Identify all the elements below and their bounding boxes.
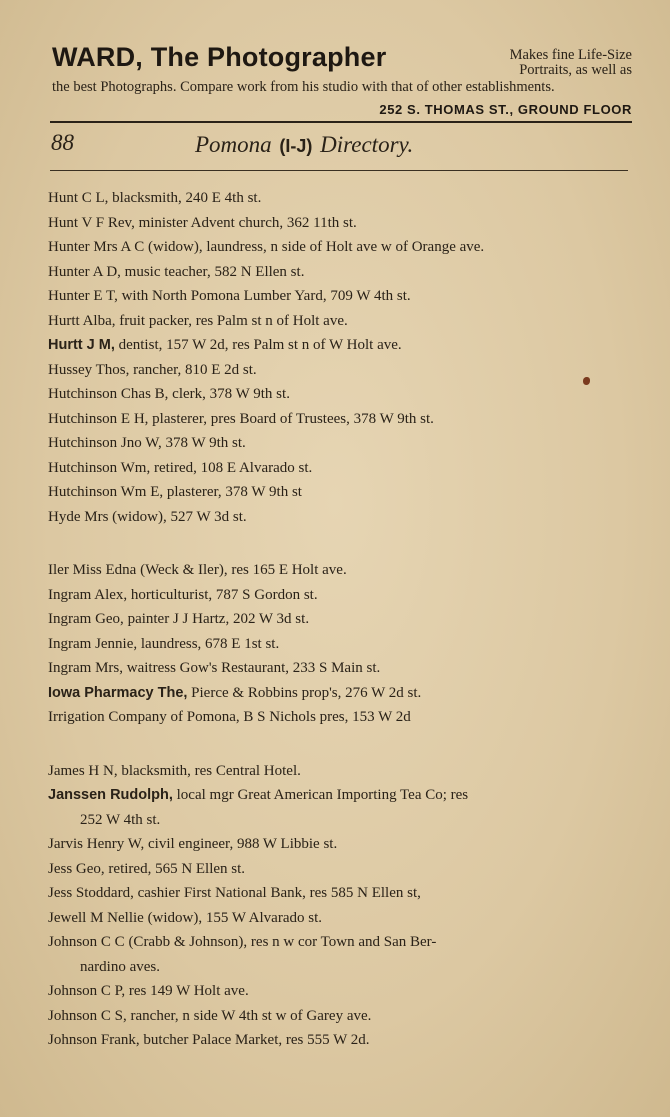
entry-details: (Weck & Iler), res 165 E Holt ave. [136, 562, 347, 578]
directory-entry [48, 656, 634, 681]
entry-name: Hunt V F Rev, [48, 214, 135, 231]
entry-name: Jess Stoddard, [48, 885, 134, 901]
entry-name: Hyde Mrs [48, 508, 109, 525]
directory-entry [48, 607, 634, 632]
running-head-suffix: Directory. [320, 132, 414, 157]
entry-details: (Crabb & Johnson), res n w cor Town and San Ber- [124, 934, 437, 950]
entry-name: Hussey Thos, [48, 361, 130, 378]
entry-details: blacksmith, 240 E 4th st. [108, 190, 262, 206]
entry-name: Hunter Mrs A C [48, 239, 145, 255]
entry-name: Johnson C S, [48, 1007, 127, 1024]
entry-name: Hunt C L, [48, 190, 109, 206]
ink-blot [583, 377, 590, 385]
entry-name: Ingram Jennie, [48, 635, 138, 652]
directory-entry [48, 284, 634, 309]
entry-details: civil engineer, 988 W Libbie st. [144, 836, 338, 852]
entry-details: clerk, 378 W 9th st. [168, 386, 290, 402]
entry-details: waitress Gow's Restaurant, 233 S Main st. [123, 660, 381, 676]
ad-headline: WARD, The Photographer [52, 42, 387, 72]
entry-details: rancher, n side W 4th st w of Garey ave. [126, 1007, 372, 1024]
entry-details: painter J J Hartz, 202 W 3d st. [123, 611, 310, 627]
directory-entry [48, 211, 634, 236]
directory-entry [48, 583, 634, 608]
entry-details: horticulturist, 787 S Gordon st. [127, 586, 318, 603]
entry-name: Hurtt J M, [48, 337, 115, 353]
entry-name: Hutchinson Jno W, [48, 435, 162, 451]
entry-name: Hutchinson Chas B, [48, 386, 169, 402]
directory-entry [48, 1004, 634, 1029]
running-head-section: (I-J) [279, 136, 313, 156]
entry-name: Janssen Rudolph, [48, 787, 173, 803]
directory-entry [48, 235, 634, 260]
entry-name: Hutchinson Wm, [48, 459, 151, 476]
directory-entry [48, 930, 634, 979]
directory-entry [48, 759, 634, 784]
entry-name: Hutchinson E H, [48, 410, 149, 427]
entry-name: Iler Miss Edna [48, 562, 137, 578]
header-rule-thick [50, 121, 632, 123]
entry-name: Iowa Pharmacy The, [48, 684, 188, 701]
entry-name: Hutchinson Wm E, [48, 484, 164, 500]
group-separator [48, 529, 634, 558]
entry-name: James H N, [48, 762, 118, 779]
entry-details: cashier First National Bank, res 585 N Ellen st, [133, 885, 421, 901]
group-separator [48, 730, 634, 759]
directory-entry [48, 431, 634, 456]
directory-entry [48, 260, 634, 285]
entry-details: (widow), 527 W 3d st. [108, 508, 247, 525]
entry-details: rancher, 810 E 2d st. [129, 361, 257, 378]
entry-details: plasterer, 378 W 9th st [163, 484, 302, 500]
directory-entry [48, 480, 634, 505]
entry-details: fruit packer, res Palm st n of Holt ave. [115, 312, 348, 329]
entry-details: res 149 W Holt ave. [125, 983, 249, 999]
entry-details: dentist, 157 W 2d, res Palm st n of W Holt ave. [114, 337, 402, 353]
ad-side-text: Makes fine Life-Size Portraits, as well as [509, 47, 632, 78]
entry-continuation: 252 W 4th st. [80, 811, 161, 828]
directory-entry [48, 407, 634, 432]
page-number: 88 [51, 130, 74, 155]
directory-entry [48, 979, 634, 1004]
entry-details: with North Pomona Lumber Yard, 709 W 4th st. [117, 288, 411, 304]
directory-entry [48, 558, 634, 583]
entry-name: Jarvis Henry W, [48, 836, 145, 852]
entry-name: Hurtt Alba, [48, 312, 116, 329]
entry-details: (widow), 155 W Alvarado st. [143, 909, 322, 926]
entry-details: minister Advent church, 362 11th st. [134, 214, 357, 231]
entry-name: Ingram Geo, [48, 611, 124, 627]
running-head [195, 132, 413, 158]
entry-details: music teacher, 582 N Ellen st. [120, 263, 305, 280]
entry-details: retired, 565 N Ellen st. [104, 860, 246, 877]
directory-entry [48, 681, 634, 706]
entry-details: laundress, 678 E 1st st. [137, 635, 280, 652]
entry-name: Hunter A D, [48, 263, 121, 280]
directory-entry [48, 456, 634, 481]
entry-details: B S Nichols pres, 153 W 2d [239, 709, 411, 725]
directory-entry [48, 881, 634, 906]
ad-body-text: the best Photographs. Compare work from his studio with that of other establishments. [52, 79, 555, 95]
directory-entries [48, 186, 634, 1053]
entry-name: Jess Geo, [48, 860, 105, 877]
entry-name: Jewell M Nellie [48, 909, 144, 926]
directory-entry [48, 309, 634, 334]
entry-details: local mgr Great American Importing Tea Co; res [172, 787, 469, 803]
directory-entry [48, 186, 634, 211]
entry-details: 378 W 9th st. [161, 435, 246, 451]
directory-entry [48, 832, 634, 857]
entry-details: retired, 108 E Alvarado st. [150, 459, 313, 476]
directory-entry [48, 358, 634, 383]
entry-name: Ingram Mrs, [48, 660, 123, 676]
directory-entry [48, 906, 634, 931]
directory-entry [48, 705, 634, 730]
running-head-prefix: Pomona [195, 132, 272, 157]
entry-name: Johnson C P, [48, 983, 126, 999]
entry-name: Ingram Alex, [48, 586, 128, 603]
entry-name: Johnson Frank, [48, 1032, 140, 1048]
entry-details: blacksmith, res Central Hotel. [117, 762, 301, 779]
entry-details: plasterer, pres Board of Trustees, 378 W 9th st. [148, 410, 434, 427]
directory-entry [48, 783, 634, 832]
entry-name: Irrigation Company of Pomona, [48, 709, 240, 725]
directory-entry [48, 632, 634, 657]
header-rule-thin [50, 170, 628, 171]
photographer-advertisement [52, 42, 632, 120]
entry-details: Pierce & Robbins prop's, 276 W 2d st. [187, 684, 422, 701]
directory-entry [48, 1028, 634, 1053]
entry-details: butcher Palace Market, res 555 W 2d. [139, 1032, 370, 1048]
entry-continuation: nardino aves. [80, 958, 160, 975]
entry-name: Hunter E T, [48, 288, 118, 304]
entry-details: (widow), laundress, n side of Holt ave w of Orange ave. [144, 239, 485, 255]
entry-name: Johnson C C [48, 934, 125, 950]
directory-entry [48, 505, 634, 530]
directory-entry [48, 333, 634, 358]
directory-entry [48, 857, 634, 882]
ad-address: 252 S. THOMAS ST., GROUND FLOOR [379, 102, 632, 117]
directory-entry [48, 382, 634, 407]
